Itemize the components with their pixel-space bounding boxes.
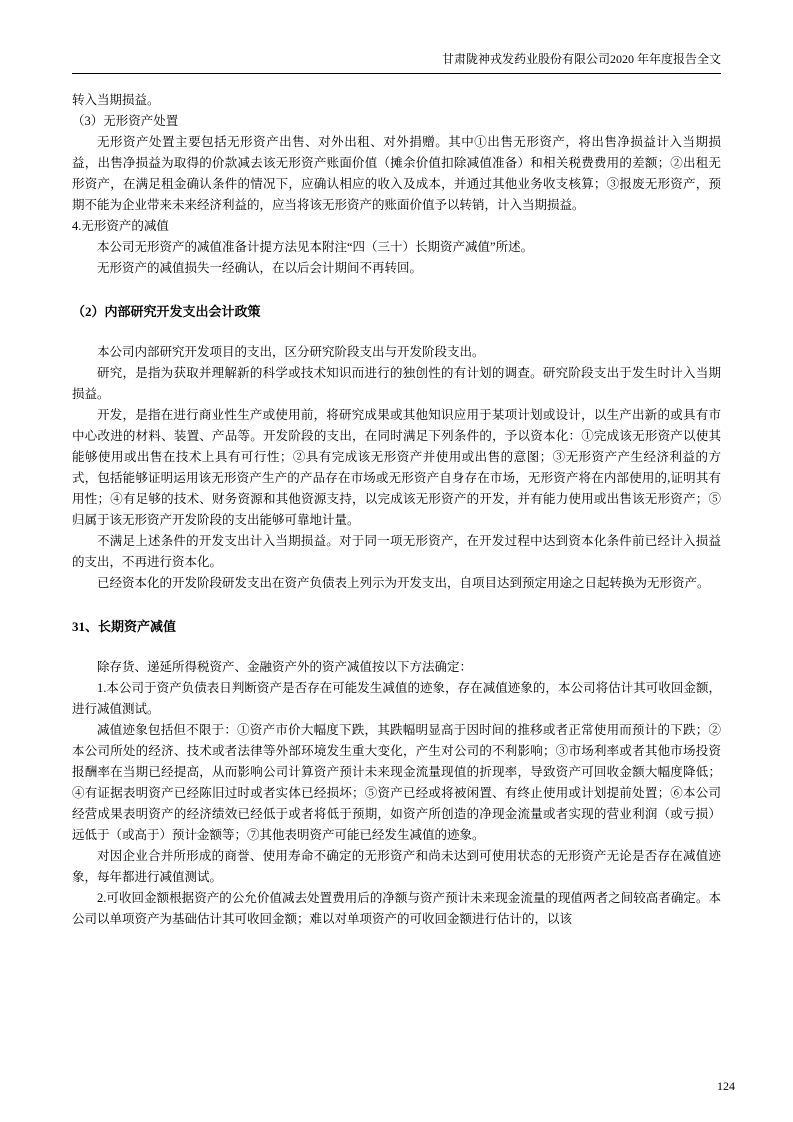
paragraph: 本公司内部研究开发项目的支出，区分研究阶段支出与开发阶段支出。 <box>97 344 485 359</box>
paragraph: 除存货、递延所得税资产、金融资产外的资产减值按以下方法确定： <box>97 659 473 674</box>
paragraph: 已经资本化的开发阶段研发支出在资产负债表上列示为开发支出，自项目达到预定用途之日起转换为无形资产。 <box>97 575 710 590</box>
paragraph: 转入当期损益。 <box>72 92 160 107</box>
paragraph: 无形资产的减值损失一经确认，在以后会计期间不再转回。 <box>97 260 423 275</box>
page-footer <box>717 1079 735 1094</box>
section-heading: （2）内部研究开发支出会计政策 <box>72 303 261 319</box>
paragraph: 本公司无形资产的减值准备计提方法见本附注“四（三十）长期资产减值”所述。 <box>97 239 534 254</box>
document-body <box>72 90 721 930</box>
section-heading: 31、长期资产减值 <box>72 618 177 634</box>
paragraph: 对因企业合并所形成的商誉、使用寿命不确定的无形资产和尚未达到可使用状态的无形资产无论是否存在减值迹象，每年都进行减值测试。 <box>72 848 721 884</box>
paragraph: 无形资产处置主要包括无形资产出售、对外出租、对外捐赠。其中①出售无形资产，将出售净损益计入当期损益，出售净损益为取得的价款减去该无形资产账面价值（摊余价值扣除减值准备）和相关税费费用的差额；②出租无形资产，在满足租金确认条件的情况下，应确认相应的收入及成本，并通过其他业务收支核算；③报废无形资产，预期不能为企业带来未来经济利益的，应当将该无形资产的账面价值予以转销，计入当期损益。 <box>72 134 721 212</box>
report-title: 甘肃陇神戎发药业股份有限公司2020 年年度报告全文 <box>441 52 721 66</box>
paragraph: 不满足上述条件的开发支出计入当期损益。对于同一项无形资产，在开发过程中达到资本化条件前已经计入损益的支出，不再进行资本化。 <box>72 533 721 569</box>
page-number: 124 <box>717 1079 735 1093</box>
paragraph: 1.本公司于资产负债表日判断资产是否存在可能发生减值的迹象，存在减值迹象的，本公司将估计其可收回金额，进行减值测试。 <box>72 680 721 716</box>
paragraph: 减值迹象包括但不限于：①资产市价大幅度下跌，其跌幅明显高于因时间的推移或者正常使用而预计的下跌；②本公司所处的经济、技术或者法律等外部环境发生重大变化，产生对公司的不利影响；③市场利率或者其他市场投资报酬率在当期已经提高，从而影响公司计算资产预计未来现金流量现值的折现率，导致资产可回收金额大幅度降低；④有证据表明资产已经陈旧过时或者实体已经损坏；⑤资产已经或将被闲置、有终止使用或计划提前处置；⑥本公司经营成果表明资产的经济绩效已经低于或者将低于预期，如资产所创造的净现金流量或者实现的营业利润（或亏损）远低于（或高于）预计金额等；⑦其他表明资产可能已经发生减值的迹象。 <box>72 722 721 842</box>
paragraph: 4.无形资产的减值 <box>72 218 169 233</box>
paragraph: 2.可收回金额根据资产的公允价值减去处置费用后的净额与资产预计未来现金流量的现值两者之间较高者确定。本公司以单项资产为基础估计其可收回金额；难以对单项资产的可收回金额进行估计的，以该 <box>72 890 721 926</box>
page-header <box>72 52 721 74</box>
paragraph: （3）无形资产处置 <box>72 113 179 128</box>
paragraph: 研究，是指为获取并理解新的科学或技术知识而进行的独创性的有计划的调查。研究阶段支出于发生时计入当期损益。 <box>72 365 721 401</box>
paragraph: 开发，是指在进行商业性生产或使用前，将研究成果或其他知识应用于某项计划或设计，以生产出新的或具有市中心改进的材料、装置、产品等。开发阶段的支出，在同时满足下列条件的，予以资本化：①完成该无形资产以使其能够使用或出售在技术上具有可行性；②具有完成该无形资产并使用或出售的意图；③无形资产产生经济利益的方式，包括能够证明运用该无形资产生产的产品存在市场或无形资产自身存在市场，无形资产将在内部使用的,证明其有用性；④有足够的技术、财务资源和其他资源支持，以完成该无形资产的开发，并有能力使用或出售该无形资产；⑤归属于该无形资产开发阶段的支出能够可靠地计量。 <box>72 407 721 527</box>
